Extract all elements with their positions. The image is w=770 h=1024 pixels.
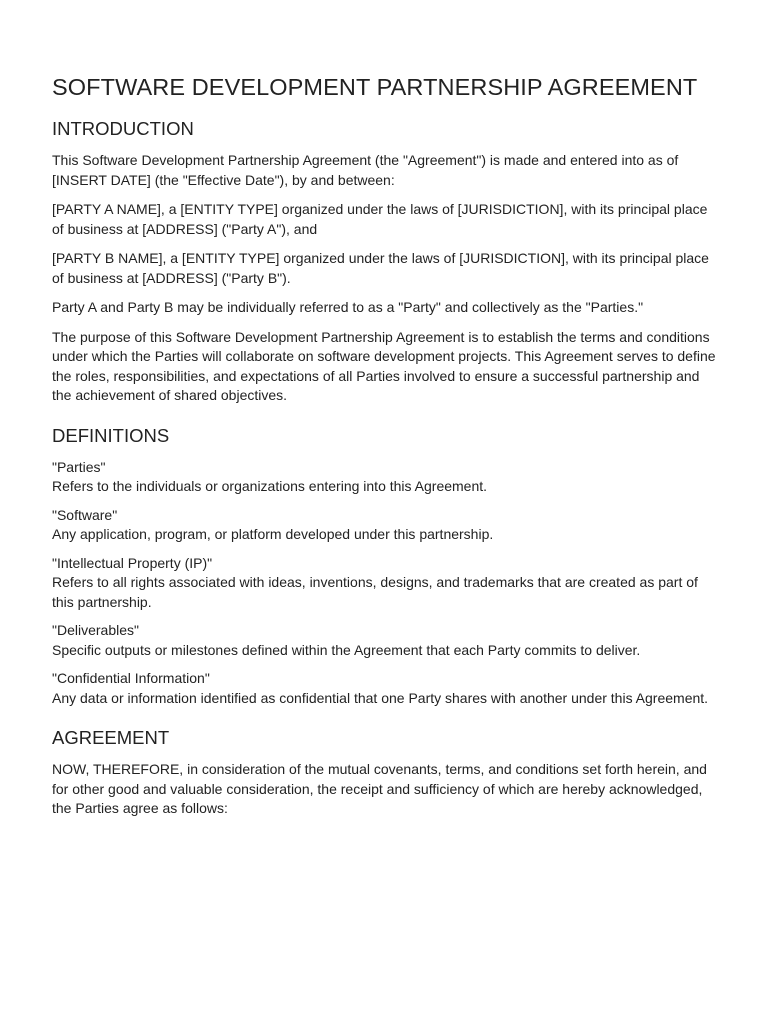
definition-term: "Parties"	[52, 458, 106, 475]
introduction-paragraph: The purpose of this Software Development Partnership Agreement is to establish the terms and conditions under which the Parties will collaborate on software development projects. This Agreement serves to define the roles, responsibilities, and expectations of all Parties involved to ensure a successful partnership and the achievement of shared objectives.	[52, 328, 716, 403]
definition-item	[52, 669, 718, 708]
introduction-heading: INTRODUCTION	[52, 118, 194, 139]
document-title: SOFTWARE DEVELOPMENT PARTNERSHIP AGREEMENT	[52, 74, 698, 100]
definition-term: "Deliverables"	[52, 622, 139, 638]
introduction-paragraph: [PARTY B NAME], a [ENTITY TYPE] organized under the laws of [JURISDICTION], with its principal place of business at [ADDRESS] ("Party B").	[52, 250, 709, 286]
definitions-section	[52, 424, 718, 709]
introduction-paragraph: This Software Development Partnership Agreement (the "Agreement") is made and entered into as of [INSERT DATE] (the "Effective Date"), by and between:	[52, 152, 679, 188]
definition-description: Specific outputs or milestones defined within the Agreement that each Party commits to deliver.	[52, 641, 641, 658]
definition-item	[52, 458, 718, 497]
agreement-heading: AGREEMENT	[52, 727, 170, 748]
definitions-heading: DEFINITIONS	[52, 424, 170, 446]
definition-description: Any data or information identified as confidential that one Party shares with another under this Agreement.	[52, 689, 709, 706]
definition-item	[52, 554, 718, 613]
definition-term: "Confidential Information"	[52, 670, 210, 686]
definition-term: "Intellectual Property (IP)"	[52, 554, 213, 571]
definition-description: Any application, program, or platform developed under this partnership.	[52, 526, 494, 542]
definition-item	[52, 506, 718, 545]
definition-item	[52, 621, 718, 660]
introduction-paragraph: [PARTY A NAME], a [ENTITY TYPE] organized under the laws of [JURISDICTION], with its principal place of business at [ADDRESS] ("Party A"), and	[52, 201, 708, 237]
definition-term: "Software"	[52, 506, 118, 523]
agreement-section	[52, 726, 718, 819]
agreement-paragraph: NOW, THEREFORE, in consideration of the mutual covenants, terms, and conditions set forth herein, and for other good and valuable consideration, the receipt and sufficiency of which are hereby acknowledged, the Parties agree as follows:	[52, 761, 707, 816]
definition-description: Refers to the individuals or organizations entering into this Agreement.	[52, 478, 488, 494]
introduction-section	[52, 117, 718, 406]
introduction-paragraph: Party A and Party B may be individually referred to as a "Party" and collectively as the "Parties."	[52, 299, 644, 315]
definition-description: Refers to all rights associated with ideas, inventions, designs, and trademarks that are created as part of this partnership.	[52, 574, 698, 610]
